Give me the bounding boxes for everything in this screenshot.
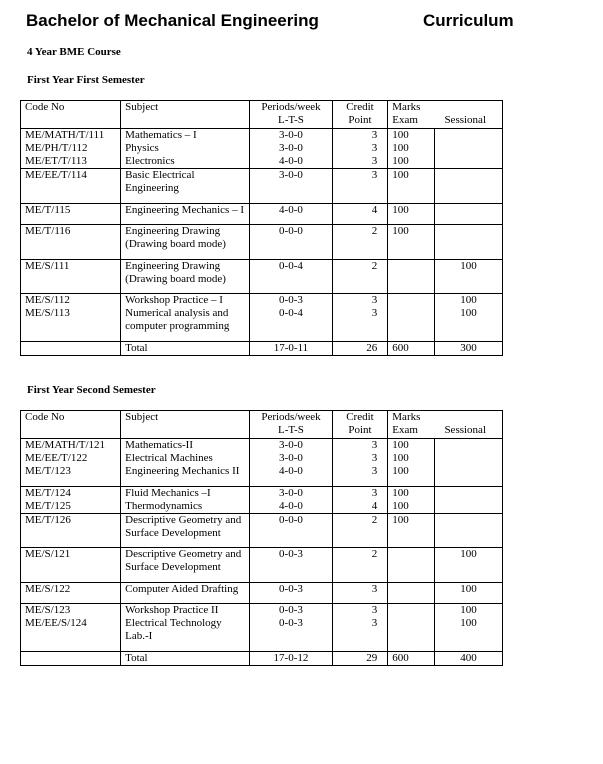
gap-cell	[332, 540, 388, 548]
cell-periods: 4-0-0	[250, 203, 332, 217]
cell-credit: 3	[332, 294, 388, 308]
header-exam: Exam	[392, 424, 418, 436]
cell-periods: 4-0-0	[250, 500, 332, 514]
cell-subject: Engineering Mechanics II	[121, 465, 250, 478]
cell-sessional: 100	[435, 307, 503, 333]
cell-credit: 3	[332, 486, 388, 500]
gap-cell	[435, 217, 503, 225]
header-subject: Subject	[121, 101, 250, 129]
cell-exam	[388, 259, 435, 286]
cell-credit: 3	[332, 142, 388, 155]
cell-sessional: 100	[435, 582, 503, 596]
cell-sessional	[435, 169, 503, 196]
gap-cell	[250, 596, 332, 604]
cell-periods: 4-0-0	[250, 465, 332, 478]
header-credit	[332, 411, 388, 439]
gap-cell	[121, 286, 250, 294]
row-gap	[21, 195, 503, 203]
gap-cell	[250, 251, 332, 259]
cell-code: ME/MATH/T/121	[21, 439, 121, 453]
row-gap	[21, 478, 503, 486]
cell-subject: Workshop Practice II	[121, 604, 250, 618]
cell-exam	[388, 294, 435, 308]
cell-subject: Electrical Machines	[121, 452, 250, 465]
gap-cell	[121, 540, 250, 548]
cell-periods: 0-0-3	[250, 582, 332, 596]
gap-cell	[388, 195, 435, 203]
table-row	[21, 548, 503, 575]
cell-credit: 3	[332, 465, 388, 478]
header-periods	[250, 101, 332, 129]
table-header	[21, 101, 503, 129]
gap-cell	[121, 596, 250, 604]
cell-subject: Basic Electrical Engineering	[121, 169, 250, 196]
table-row	[21, 225, 503, 252]
table-row	[21, 142, 503, 155]
gap-cell	[121, 643, 250, 651]
gap-cell	[388, 540, 435, 548]
cell-sessional: 100	[435, 548, 503, 575]
gap-cell	[388, 286, 435, 294]
semester-2-table	[20, 410, 503, 666]
header-periods-line1: Periods/week	[261, 411, 321, 423]
gap-cell	[21, 251, 121, 259]
row-gap	[21, 596, 503, 604]
cell-credit: 3	[332, 169, 388, 196]
gap-cell	[21, 478, 121, 486]
header-periods-line1: Periods/week	[261, 101, 321, 113]
cell-periods: 3-0-0	[250, 142, 332, 155]
gap-cell	[332, 478, 388, 486]
cell-periods: 3-0-0	[250, 129, 332, 143]
cell-exam: 100	[388, 465, 435, 478]
cell-code: ME/EE/S/124	[21, 617, 121, 643]
table-row	[21, 439, 503, 453]
cell-subject: Electronics	[121, 155, 250, 169]
cell-code: ME/T/123	[21, 465, 121, 478]
header-credit-line1: Credit	[346, 101, 374, 113]
gap-cell	[250, 286, 332, 294]
header-exam: Exam	[392, 114, 418, 126]
cell-subject: Engineering Drawing (Drawing board mode)	[121, 259, 250, 286]
cell-exam: 100	[388, 169, 435, 196]
cell-code: ME/T/125	[21, 500, 121, 514]
table-header	[21, 411, 503, 439]
gap-cell	[21, 643, 121, 651]
gap-cell	[435, 643, 503, 651]
cell-periods: 0-0-0	[250, 225, 332, 252]
total-periods: 17-0-12	[250, 651, 332, 665]
cell-credit: 3	[332, 129, 388, 143]
gap-cell	[332, 574, 388, 582]
cell-sessional	[435, 500, 503, 514]
table-row	[21, 617, 503, 643]
row-gap	[21, 540, 503, 548]
semester-1-title: First Year First Semester	[27, 74, 145, 86]
gap-cell	[21, 217, 121, 225]
gap-cell	[332, 217, 388, 225]
cell-subject: Computer Aided Drafting	[121, 582, 250, 596]
cell-periods: 0-0-0	[250, 513, 332, 540]
cell-sessional	[435, 439, 503, 453]
table-row	[21, 259, 503, 286]
gap-cell	[435, 251, 503, 259]
table-row	[21, 452, 503, 465]
gap-cell	[435, 333, 503, 341]
gap-cell	[332, 596, 388, 604]
gap-cell	[332, 251, 388, 259]
cell-credit: 3	[332, 307, 388, 333]
gap-cell	[435, 540, 503, 548]
cell-sessional: 100	[435, 604, 503, 618]
table-row	[21, 513, 503, 540]
cell-subject: Fluid Mechanics –I	[121, 486, 250, 500]
cell-credit: 3	[332, 604, 388, 618]
gap-cell	[250, 478, 332, 486]
cell-subject: Descriptive Geometry and Surface Development	[121, 548, 250, 575]
cell-exam	[388, 604, 435, 618]
header-marks-label: Marks	[392, 101, 421, 113]
cell-subject: Mathematics-II	[121, 439, 250, 453]
table-row	[21, 486, 503, 500]
cell-credit: 3	[332, 617, 388, 643]
header-marks	[388, 411, 503, 439]
course-title: 4 Year BME Course	[27, 46, 121, 58]
gap-cell	[332, 643, 388, 651]
gap-cell	[435, 478, 503, 486]
cell-periods: 0-0-3	[250, 548, 332, 575]
total-code	[21, 651, 121, 665]
cell-sessional: 100	[435, 617, 503, 643]
cell-periods: 0-0-3	[250, 294, 332, 308]
gap-cell	[121, 251, 250, 259]
cell-code: ME/T/115	[21, 203, 121, 217]
total-sessional: 300	[435, 341, 503, 355]
cell-code: ME/T/126	[21, 513, 121, 540]
cell-credit: 3	[332, 439, 388, 453]
row-gap	[21, 643, 503, 651]
gap-cell	[21, 540, 121, 548]
gap-cell	[250, 333, 332, 341]
gap-cell	[435, 596, 503, 604]
cell-code: ME/PH/T/112	[21, 142, 121, 155]
cell-code: ME/EE/T/122	[21, 452, 121, 465]
total-exam: 600	[388, 651, 435, 665]
cell-sessional: 100	[435, 294, 503, 308]
table-row	[21, 203, 503, 217]
cell-sessional	[435, 155, 503, 169]
gap-cell	[121, 217, 250, 225]
gap-cell	[250, 217, 332, 225]
row-gap	[21, 574, 503, 582]
header-credit-line1: Credit	[346, 411, 374, 423]
table-row	[21, 500, 503, 514]
total-row	[21, 341, 503, 355]
header-credit	[332, 101, 388, 129]
gap-cell	[21, 333, 121, 341]
table-row	[21, 129, 503, 143]
header-credit-line2: Point	[348, 114, 372, 126]
document-title: Bachelor of Mechanical Engineering	[26, 11, 319, 30]
gap-cell	[435, 286, 503, 294]
cell-periods: 4-0-0	[250, 155, 332, 169]
header-periods-line2: L-T-S	[278, 114, 304, 126]
gap-cell	[435, 574, 503, 582]
cell-credit: 3	[332, 452, 388, 465]
gap-cell	[250, 195, 332, 203]
row-gap	[21, 251, 503, 259]
cell-exam: 100	[388, 129, 435, 143]
cell-sessional	[435, 513, 503, 540]
cell-subject: Numerical analysis and computer programming	[121, 307, 250, 333]
total-sessional: 400	[435, 651, 503, 665]
gap-cell	[121, 478, 250, 486]
cell-code: ME/EE/T/114	[21, 169, 121, 196]
cell-subject: Physics	[121, 142, 250, 155]
gap-cell	[121, 574, 250, 582]
header-subject: Subject	[121, 411, 250, 439]
cell-periods: 0-0-4	[250, 307, 332, 333]
cell-periods: 3-0-0	[250, 169, 332, 196]
gap-cell	[250, 643, 332, 651]
gap-cell	[388, 333, 435, 341]
cell-credit: 2	[332, 225, 388, 252]
cell-code: ME/S/113	[21, 307, 121, 333]
cell-subject: Electrical Technology Lab.-I	[121, 617, 250, 643]
cell-exam	[388, 307, 435, 333]
cell-exam	[388, 548, 435, 575]
cell-subject: Engineering Drawing (Drawing board mode)	[121, 225, 250, 252]
gap-cell	[332, 286, 388, 294]
header-sessional: Sessional	[444, 424, 486, 436]
cell-sessional	[435, 203, 503, 217]
cell-periods: 0-0-3	[250, 604, 332, 618]
total-periods: 17-0-11	[250, 341, 332, 355]
cell-credit: 3	[332, 155, 388, 169]
gap-cell	[21, 286, 121, 294]
gap-cell	[121, 333, 250, 341]
table-row	[21, 307, 503, 333]
cell-code: ME/S/111	[21, 259, 121, 286]
cell-credit: 4	[332, 203, 388, 217]
table-row	[21, 465, 503, 478]
cell-sessional	[435, 129, 503, 143]
header-periods	[250, 411, 332, 439]
cell-code: ME/ET/T/113	[21, 155, 121, 169]
cell-periods: 3-0-0	[250, 452, 332, 465]
table-row	[21, 294, 503, 308]
header-code: Code No	[21, 411, 121, 439]
cell-subject: Thermodynamics	[121, 500, 250, 514]
cell-code: ME/S/122	[21, 582, 121, 596]
cell-code: ME/MATH/T/111	[21, 129, 121, 143]
gap-cell	[21, 596, 121, 604]
gap-cell	[121, 195, 250, 203]
gap-cell	[332, 333, 388, 341]
cell-exam: 100	[388, 452, 435, 465]
cell-sessional	[435, 465, 503, 478]
cell-exam: 100	[388, 513, 435, 540]
row-gap	[21, 286, 503, 294]
gap-cell	[388, 596, 435, 604]
cell-exam: 100	[388, 225, 435, 252]
cell-credit: 4	[332, 500, 388, 514]
semester-1-table	[20, 100, 503, 356]
cell-sessional	[435, 486, 503, 500]
cell-exam: 100	[388, 203, 435, 217]
document-label: Curriculum	[423, 11, 514, 30]
cell-code: ME/T/124	[21, 486, 121, 500]
cell-sessional	[435, 225, 503, 252]
cell-exam: 100	[388, 500, 435, 514]
gap-cell	[250, 540, 332, 548]
cell-credit: 2	[332, 259, 388, 286]
gap-cell	[332, 195, 388, 203]
gap-cell	[388, 643, 435, 651]
cell-periods: 3-0-0	[250, 439, 332, 453]
cell-code: ME/S/112	[21, 294, 121, 308]
total-label: Total	[121, 341, 250, 355]
header-credit-line2: Point	[348, 424, 372, 436]
gap-cell	[388, 251, 435, 259]
header-periods-line2: L-T-S	[278, 424, 304, 436]
cell-exam	[388, 582, 435, 596]
table-row	[21, 169, 503, 196]
row-gap	[21, 217, 503, 225]
cell-periods: 0-0-3	[250, 617, 332, 643]
cell-code: ME/S/123	[21, 604, 121, 618]
cell-code: ME/S/121	[21, 548, 121, 575]
total-credit: 26	[332, 341, 388, 355]
cell-exam: 100	[388, 142, 435, 155]
total-exam: 600	[388, 341, 435, 355]
cell-subject: Descriptive Geometry and Surface Development	[121, 513, 250, 540]
header-sessional: Sessional	[444, 114, 486, 126]
row-gap	[21, 333, 503, 341]
total-code	[21, 341, 121, 355]
cell-subject: Engineering Mechanics – I	[121, 203, 250, 217]
cell-exam	[388, 617, 435, 643]
gap-cell	[250, 574, 332, 582]
cell-periods: 0-0-4	[250, 259, 332, 286]
total-credit: 29	[332, 651, 388, 665]
cell-credit: 2	[332, 548, 388, 575]
table-row	[21, 604, 503, 618]
header-code: Code No	[21, 101, 121, 129]
cell-credit: 2	[332, 513, 388, 540]
cell-sessional: 100	[435, 259, 503, 286]
total-row	[21, 651, 503, 665]
cell-exam: 100	[388, 439, 435, 453]
cell-sessional	[435, 452, 503, 465]
gap-cell	[21, 195, 121, 203]
gap-cell	[388, 574, 435, 582]
table-row	[21, 582, 503, 596]
gap-cell	[21, 574, 121, 582]
cell-sessional	[435, 142, 503, 155]
cell-code: ME/T/116	[21, 225, 121, 252]
semester-2-title: First Year Second Semester	[27, 384, 156, 396]
total-label: Total	[121, 651, 250, 665]
cell-exam: 100	[388, 486, 435, 500]
cell-credit: 3	[332, 582, 388, 596]
gap-cell	[435, 195, 503, 203]
gap-cell	[388, 478, 435, 486]
cell-subject: Mathematics – I	[121, 129, 250, 143]
header-marks	[388, 101, 503, 129]
cell-subject: Workshop Practice – I	[121, 294, 250, 308]
header-marks-label: Marks	[392, 411, 421, 423]
cell-exam: 100	[388, 155, 435, 169]
gap-cell	[388, 217, 435, 225]
cell-periods: 3-0-0	[250, 486, 332, 500]
table-row	[21, 155, 503, 169]
